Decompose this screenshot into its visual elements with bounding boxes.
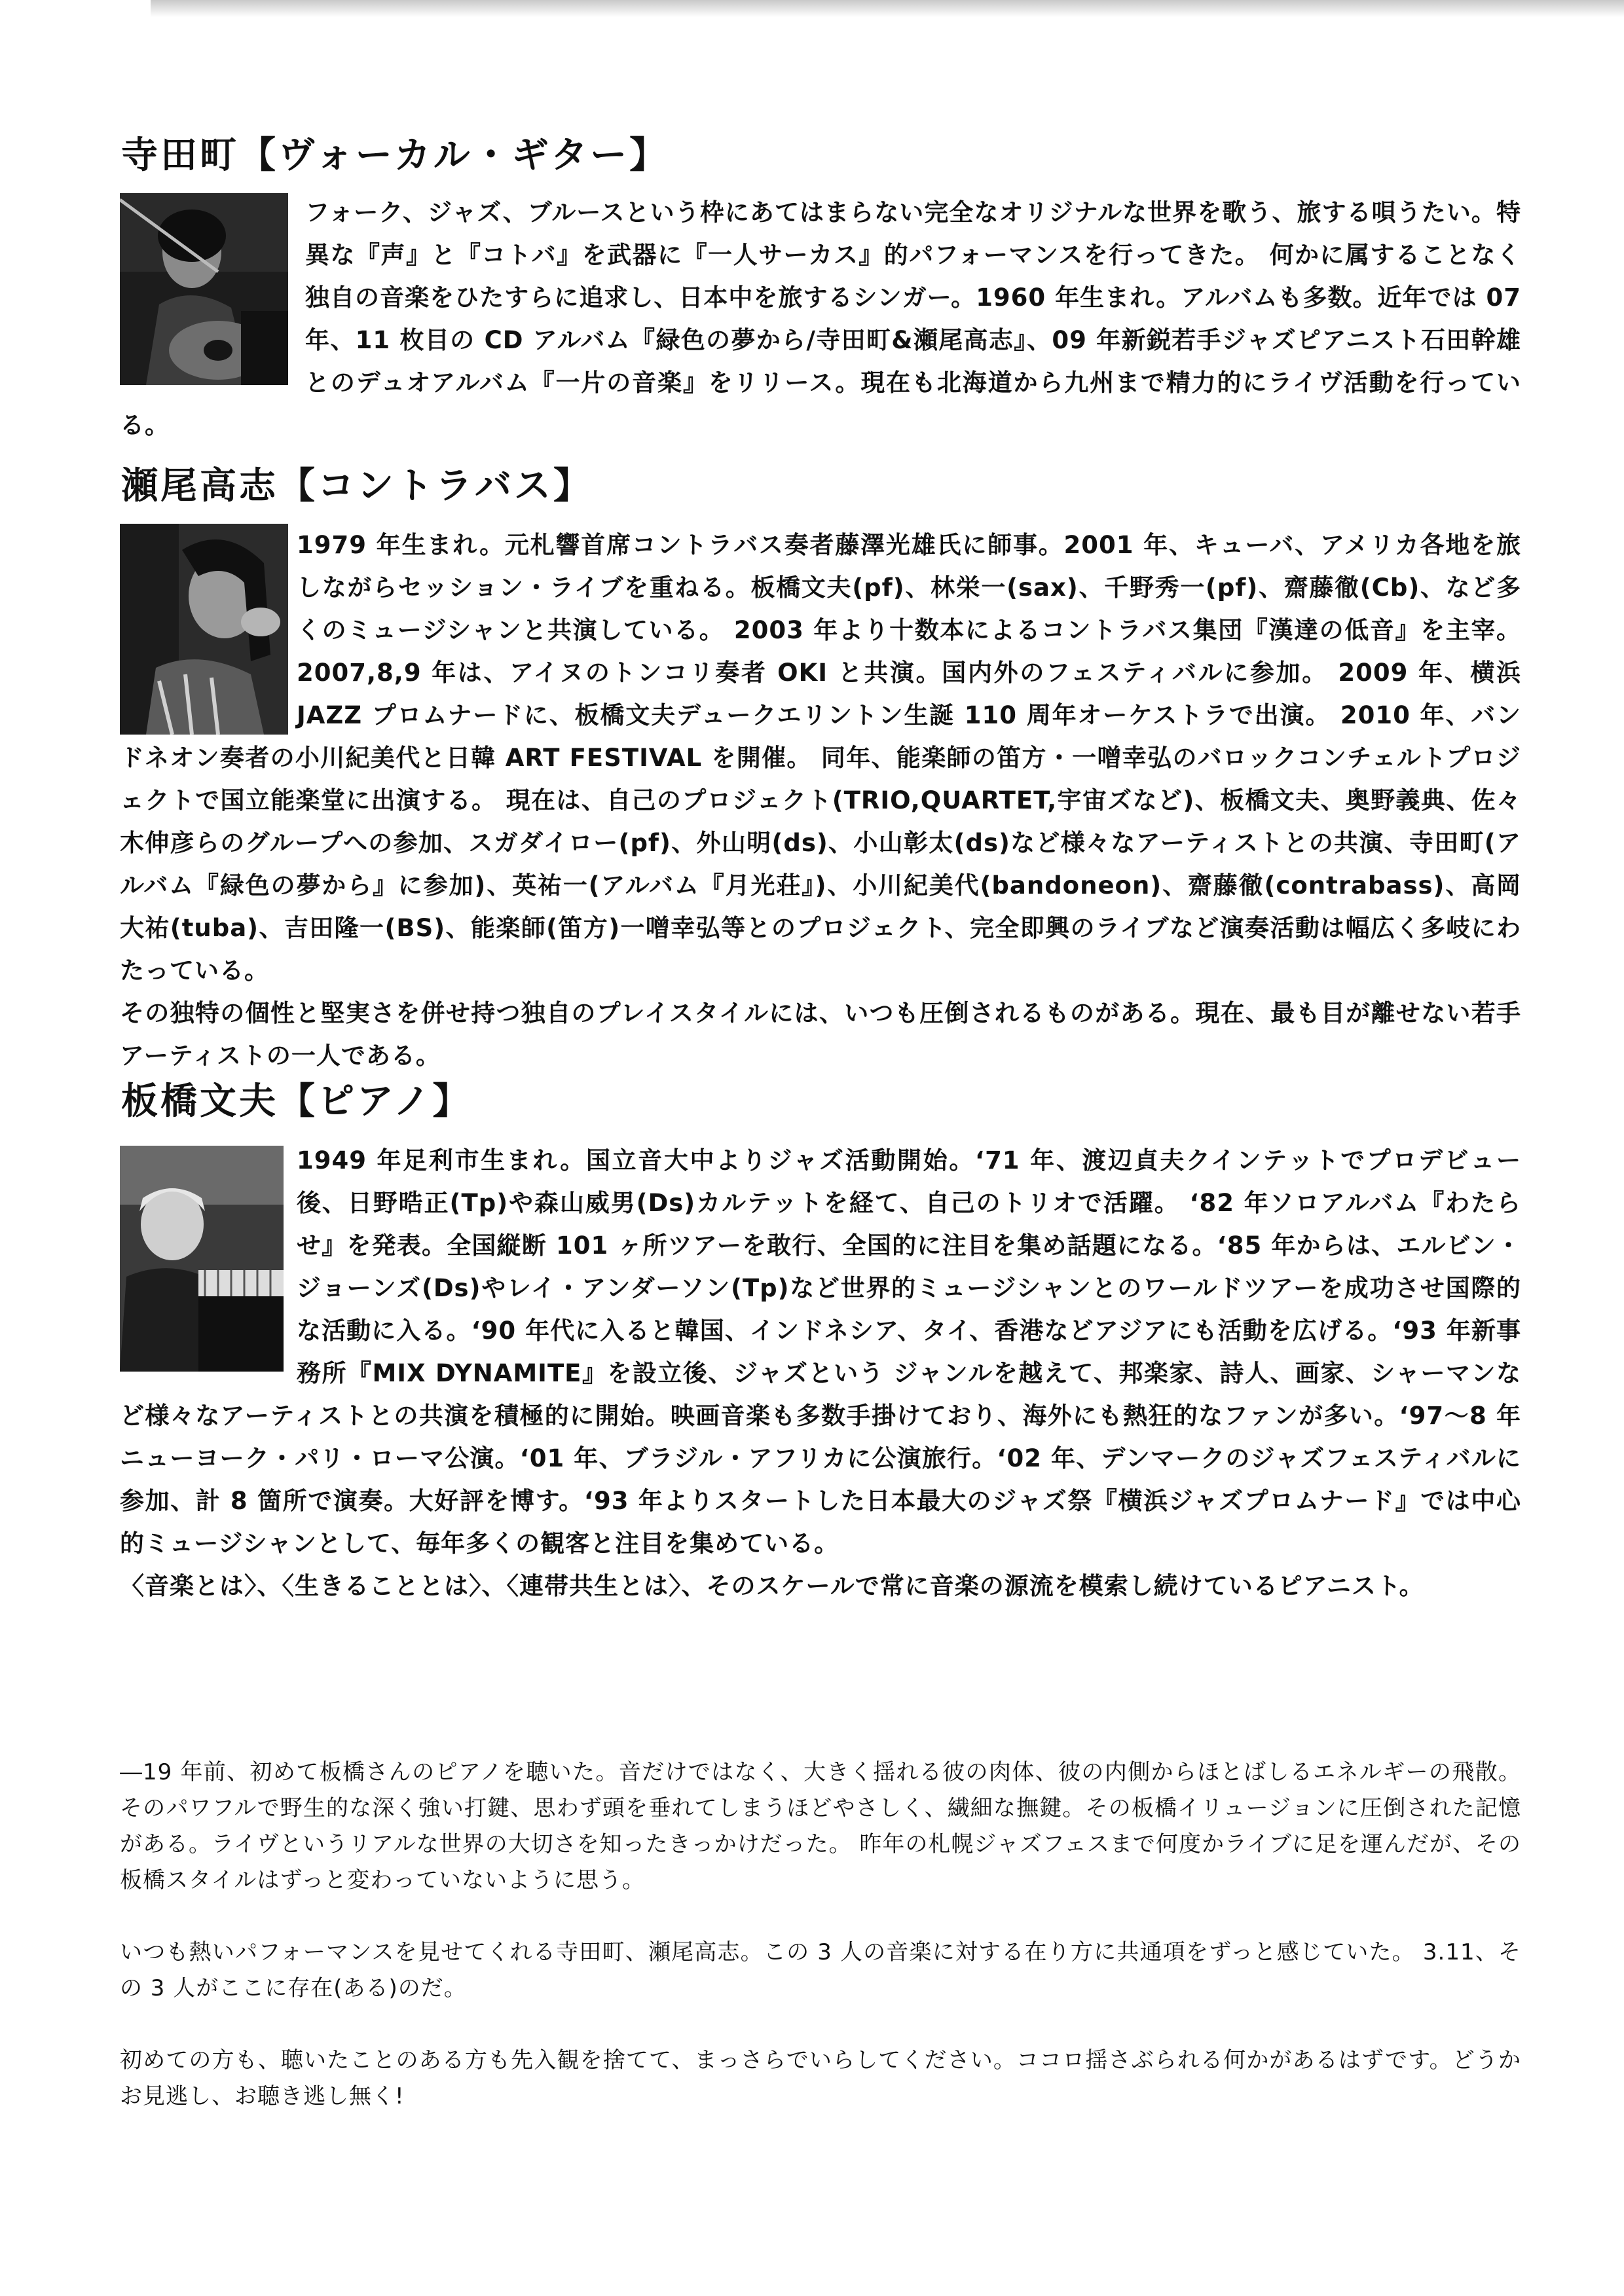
- artist-section-itabashi-fumio: [120, 1139, 1521, 1607]
- bio-teradamachi-paragraph: フォーク、ジャズ、ブルースという枠にあてはまらない完全なオリジナルな世界を歌う、旅する唄うたい。特異な『声』と『コトバ』を武器に『一人サーカス』的パフォーマンスを行ってきた。 何かに属することなく独自の音楽をひたすらに追求し、日本中を旅するシンガー。1960 年生まれ。アルバムも多数。近年では 07 年、11 枚目の CD アルバム『緑色の夢から/寺田町&瀬尾高志』、09 年新鋭若手ジャズピアニスト石田幹雄とのデュオアルバム『一片の音楽』をリリース。現在も北海道から九州まで精力的にライヴ活動を行っている。: [120, 198, 1521, 439]
- essay-paragraph-memory: ―19 年前、初めて板橋さんのピアノを聴いた。音だけではなく、大きく揺れる彼の肉体、彼の内側からほとばしるエネルギーの飛散。そのパワフルで野生的な深く強い打鍵、思わず頭を垂れてしまうほどやさしく、繊細な撫鍵。その板橋イリュージョンに圧倒された記憶がある。ライヴというリアルな世界の大切さを知ったきっかけだった。 昨年の札幌ジャズフェスまで何度かライブに足を運んだが、その板橋スタイルはずっと変わっていないように思う。: [120, 1759, 1522, 1893]
- artist-heading-seo-takashi: 瀬尾高志【コントラバス】: [121, 465, 593, 507]
- essay-paragraph-three-musicians: いつも熱いパフォーマンスを見せてくれる寺田町、瀬尾高志。この 3 人の音楽に対する在り方に共通項をずっと感じていた。 3.11、その 3 人がここに存在(ある)のだ。: [120, 1939, 1521, 2001]
- essay-paragraph-invitation: 初めての方も、聴いたことのある方も先入観を捨てて、まっさらでいらしてください。ココロ揺さぶられる何かがあるはずです。どうかお見逃し、お聴き逃し無く!: [120, 2047, 1521, 2109]
- bio-seo-takashi-paragraph-1: 1979 年生まれ。元札響首席コントラバス奏者藤澤光雄氏に師事。2001 年、キューバ、アメリカ各地を旅しながらセッション・ライブを重ねる。板橋文夫(pf)、林栄一(sax)、千野秀一(pf)、齋藤徹(Cb)、など多くのミュージシャンと共演している。 2003 年より十数本によるコントラバス集団『漢達の低音』を主宰。2007,8,9 年は、アイヌのトンコリ奏者 OKI と共演。国内外のフェスティバルに参加。 2009 年、横浜 JAZZ プロムナードに、板橋文夫デュークエリントン生誕 110 周年オーケストラで出演。 2010 年、バンドネオン奏者の小川紀美代と日韓 ART FESTIVAL を開催。 同年、能楽師の笛方・一噌幸弘のバロックコンチェルトプロジェクトで国立能楽堂に出演する。 現在は、自己のプロジェクト(TRIO,QUARTET,宇宙ズなど)、板橋文夫、奥野義典、佐々木伸彦らのグループへの参加、スガダイロー(pf)、外山明(ds)、小山彰太(ds)など様々なアーティストとの共演、寺田町(アルバム『緑色の夢から』に参加)、英祐一(アルバム『月光荘』)、小川紀美代(bandoneon)、齋藤徹(contrabass)、高岡大祐(tuba)、吉田隆一(BS)、能楽師(笛方)一噌幸弘等とのプロジェクト、完全即興のライブなど演奏活動は幅広く多岐にわたっている。: [120, 531, 1521, 985]
- bio-itabashi-paragraph-2: 〈音楽とは〉、〈生きることとは〉、〈連帯共生とは〉、そのスケールで常に音楽の源流を模索し続けているピアニスト。: [120, 1572, 1424, 1600]
- scan-top-edge: [151, 0, 1624, 17]
- artist-heading-itabashi-fumio: 板橋文夫【ピアノ】: [121, 1080, 472, 1123]
- bio-seo-takashi-paragraph-2: その独特の個性と堅実さを併せ持つ独自のプレイスタイルには、いつも圧倒されるものがある。現在、最も目が離せない若手アーティストの一人である。: [120, 999, 1521, 1070]
- bio-itabashi-paragraph-1: 1949 年足利市生まれ。国立音大中よりジャズ活動開始。‘71 年、渡辺貞夫クインテットでプロデビュー後、日野晧正(Tp)や森山威男(Ds)カルテットを経て、自己のトリオで活躍。 ‘82 年ソロアルバム『わたらせ』を発表。全国縦断 101 ヶ所ツアーを敢行、全国的に注目を集め話題になる。‘85 年からは、エルビン・ジョーンズ(Ds)やレイ・アンダーソン(Tp)など世界的ミュージシャンとのワールドツアーを成功させ国際的な活動に入る。‘90 年代に入ると韓国、インドネシア、タイ、香港などアジアにも活動を広げる。‘93 年新事務所『MIX DYNAMITE』を設立後、ジャズという ジャンルを越えて、邦楽家、詩人、画家、シャーマンなど様々なアーティストとの共演を積極的に開始。映画音楽も多数手掛けており、海外にも熱狂的なファンが多い。‘97〜8 年ニューヨーク・パリ・ローマ公演。‘01 年、ブラジル・アフリカに公演旅行。‘02 年、デンマークのジャズフェスティバルに参加、計 8 箇所で演奏。大好評を博す。‘93 年よりスタートした日本最大のジャズ祭『横浜ジャズプロムナード』では中心的ミュージシャンとして、毎年多くの観客と注目を集めている。: [120, 1146, 1521, 1558]
- artist-heading-teradamachi: 寺田町【ヴォーカル・ギター】: [121, 134, 669, 177]
- artist-section-teradamachi: [120, 191, 1521, 446]
- artist-section-seo-takashi: [120, 524, 1521, 1077]
